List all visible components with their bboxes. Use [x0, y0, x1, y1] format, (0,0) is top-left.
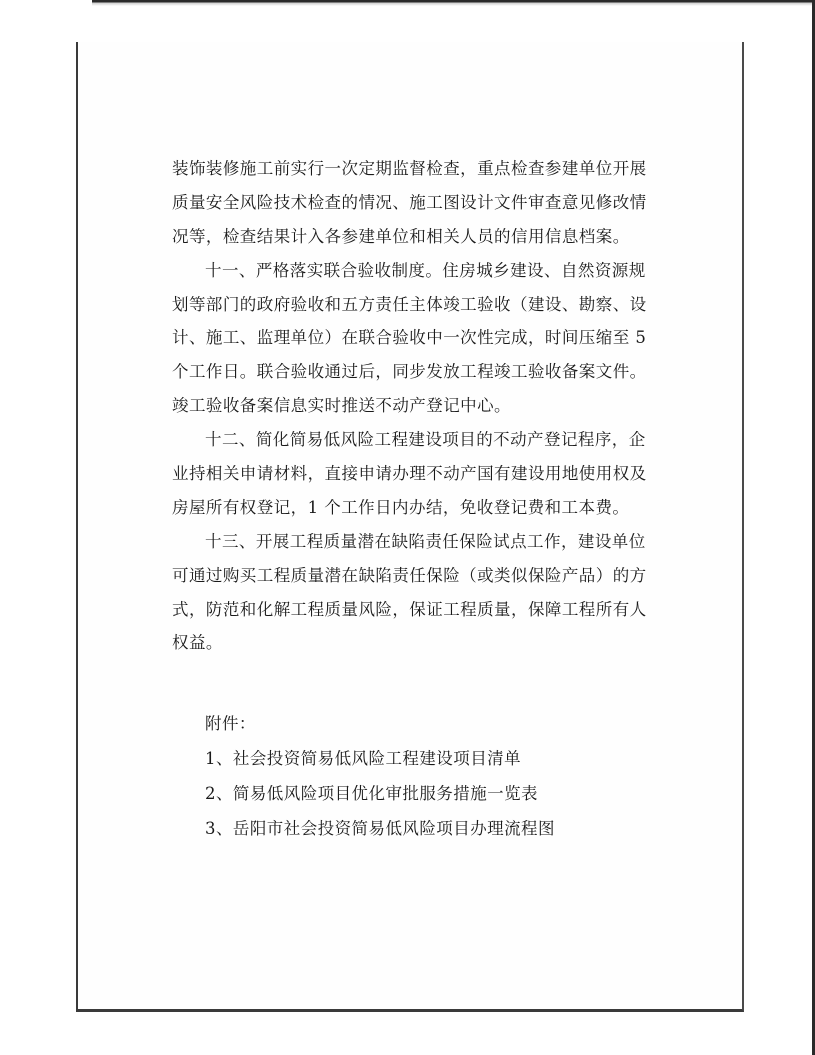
document-body [172, 152, 662, 846]
attachments-label: 附件： [205, 714, 256, 734]
body-line-13: 可通过购买工程质量潜在缺陷责任保险（或类似保险产品）的方 [172, 565, 647, 585]
body-line-1: 装饰装修施工前实行一次定期监督检查，重点检查参建单位开展 [172, 159, 647, 178]
scan-top-edge [92, 0, 815, 6]
body-line-11: 房屋所有权登记，1 个工作日内办结，免收登记费和工本费。 [172, 497, 630, 517]
body-line-15: 权益。 [172, 633, 223, 653]
body-line-2: 质量安全风险技术检查的情况、施工图设计文件审查意见修改情 [172, 192, 647, 212]
body-line-14: 式，防范和化解工程质量风险，保证工程质量，保障工程所有人 [172, 599, 647, 619]
body-line-5: 划等部门的政府验收和五方责任主体竣工验收（建设、勘察、设 [172, 294, 647, 314]
body-line-8: 竣工验收备案信息实时推送不动产登记中心。 [172, 396, 511, 416]
clause-13-start: 十三、开展工程质量潜在缺陷责任保险试点工作，建设单位 [205, 531, 646, 551]
body-line-3: 况等，检查结果计入各参建单位和相关人员的信用信息档案。 [172, 226, 630, 246]
clause-11-start: 十一、严格落实联合验收制度。住房城乡建设、自然资源规 [205, 260, 646, 280]
clause-12-start: 十二、简化简易低风险工程建设项目的不动产登记程序，企 [205, 430, 646, 450]
attachment-item-3: 3、岳阳市社会投资简易低风险项目办理流程图 [205, 819, 555, 839]
attachment-item-1: 1、社会投资简易低风险工程建设项目清单 [205, 749, 522, 769]
body-line-6: 计、施工、监理单位）在联合验收中一次性完成，时间压缩至 5 [172, 328, 647, 348]
body-line-10: 业持相关申请材料，直接申请办理不动产国有建设用地使用权及 [172, 464, 647, 484]
body-line-7: 个工作日。联合验收通过后，同步发放工程竣工验收备案文件。 [172, 362, 647, 382]
section-gap [172, 660, 662, 706]
attachment-item-2: 2、简易低风险项目优化审批服务措施一览表 [205, 784, 538, 804]
